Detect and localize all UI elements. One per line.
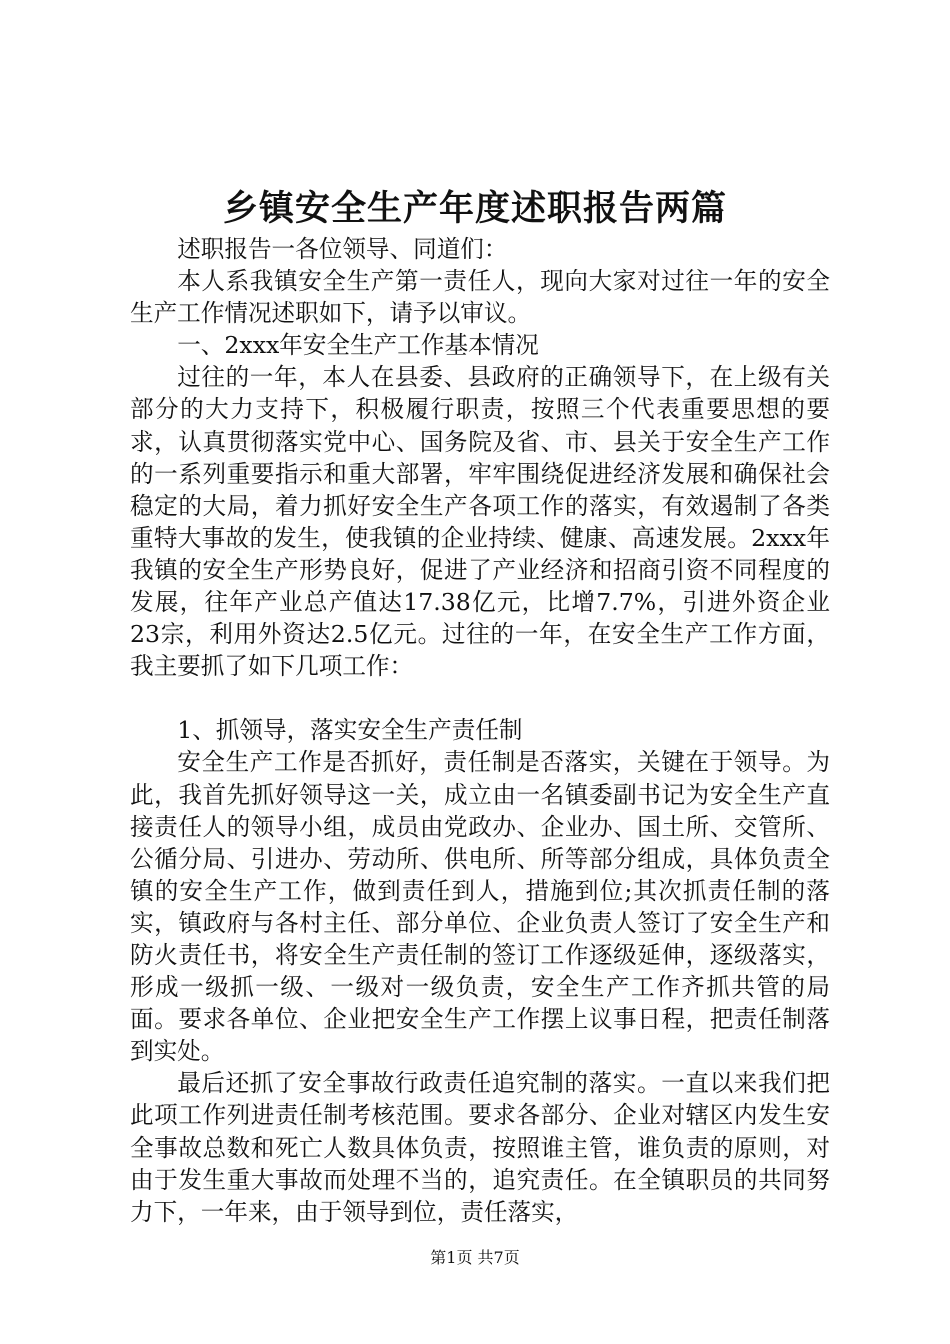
paragraph-intro: 本人系我镇安全生产第一责任人，现向大家对过往一年的安全生产工作情况述职如下，请予以审议。	[130, 267, 830, 328]
paragraph-overview: 过往的一年，本人在县委、县政府的正确领导下，在上级有关部分的大力支持下，积极履行职责，按照三个代表重要思想的要求，认真贯彻落实党中心、国务院及省、市、县关于安全生产工作的一系列重要指示和重大部署，牢牢围绕促进经济发展和确保社会稳定的大局，着力抓好安全生产各项工作的落实，有效遏制了各类重特大事故的发生，使我镇的企业持续、健康、高速发展。2xxx年我镇的安全生产形势良好，促进了产业经济和招商引资不同程度的发展，往年产业总产值达17.38亿元，比增7.7%，引进外资企业23宗，利用外资达2.5亿元。过往的一年，在安全生产工作方面，我主要抓了如下几项工作：	[130, 363, 830, 681]
document-body	[130, 233, 830, 1228]
section-heading-leadership: 1、抓领导，落实安全生产责任制	[177, 716, 523, 745]
section-heading-basic-situation: 一、2xxx年安全生产工作基本情况	[177, 331, 539, 360]
paragraph-responsibility: 安全生产工作是否抓好，责任制是否落实，关键在于领导。为此，我首先抓好领导这一关，成立由一名镇委副书记为安全生产直接责任人的领导小组，成员由党政办、企业办、国土所、交管所、公循分局、引进办、劳动所、供电所、所等部分组成，具体负责全镇的安全生产工作，做到责任到人，措施到位;其次抓责任制的落实，镇政府与各村主任、部分单位、企业负责人签订了安全生产和防火责任书，将安全生产责任制的签订工作逐级延伸，逐级落实，形成一级抓一级、一级对一级负责，安全生产工作齐抓共管的局面。要求各单位、企业把安全生产工作摆上议事日程，把责任制落到实处。	[130, 748, 830, 1066]
page-footer: 第1页 共7页	[430, 1248, 520, 1267]
document-title: 乡镇安全生产年度述职报告两篇	[222, 188, 727, 229]
paragraph-greeting: 述职报告一各位领导、同道们：	[177, 235, 508, 263]
paragraph-accountability: 最后还抓了安全事故行政责任追究制的落实。一直以来我们把此项工作列进责任制考核范围。要求各部分、企业对辖区内发生安全事故总数和死亡人数具体负责，按照谁主管，谁负责的原则，对由于发生重大事故而处理不当的，追究责任。在全镇职员的共同努力下，一年来，由于领导到位，责任落实，	[130, 1069, 830, 1226]
